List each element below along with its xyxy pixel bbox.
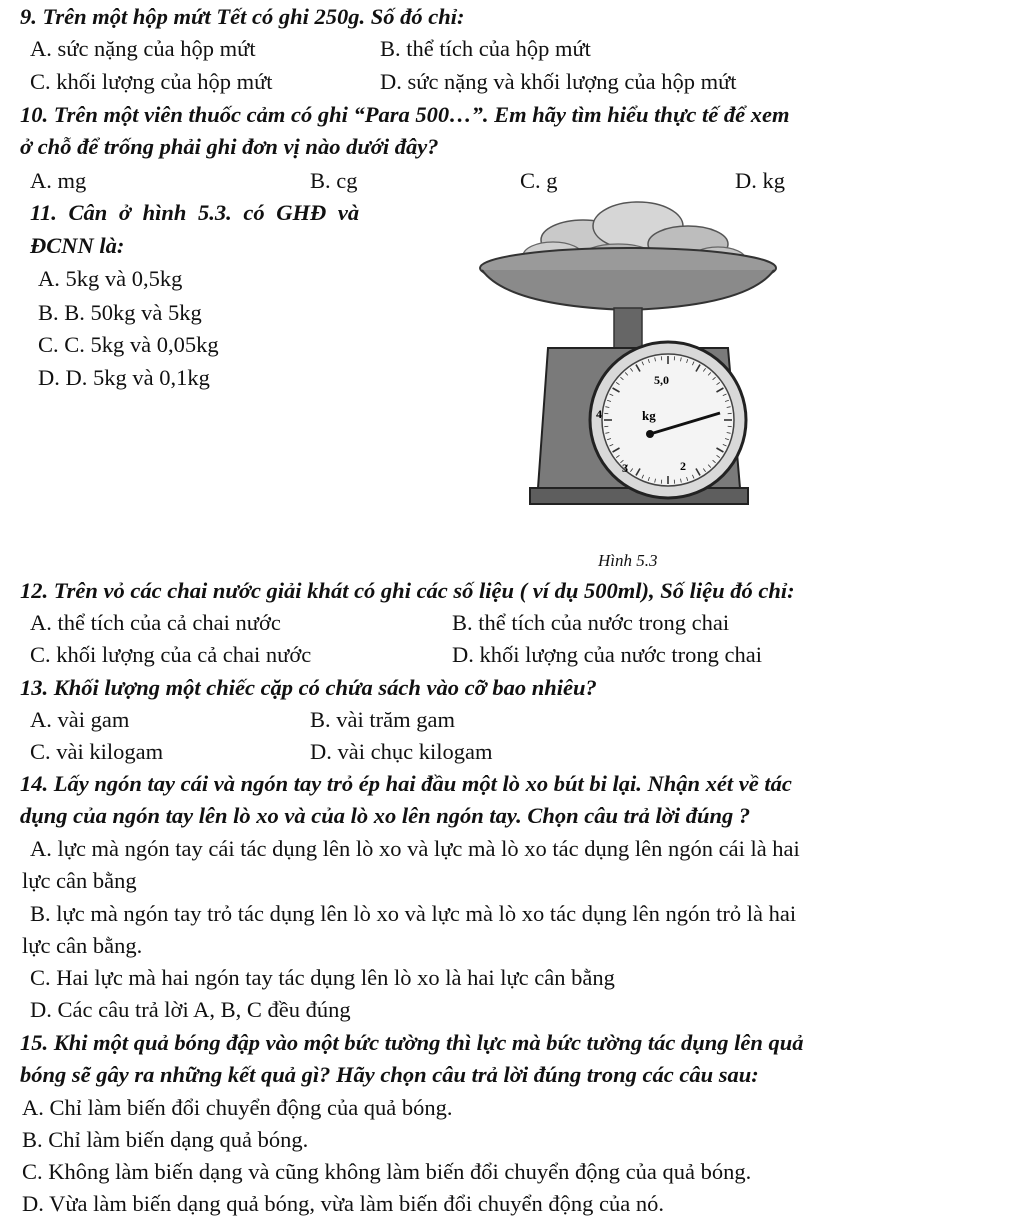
q14-option-a-line-2: lực cân bằng bbox=[22, 868, 137, 893]
question-14-line-1: 14. Lấy ngón tay cái và ngón tay trỏ ép hai đầu một lò xo bút bi lại. Nhận xét về tác bbox=[20, 771, 792, 796]
dial-label-4: 4 bbox=[596, 407, 602, 421]
q9-option-c: C. khối lượng của hộp mứt bbox=[30, 69, 273, 94]
q13-option-d: D. vài chục kilogam bbox=[310, 739, 493, 764]
question-10-line-2: ở chỗ để trống phải ghi đơn vị nào dưới đây? bbox=[20, 134, 439, 159]
figure-caption: Hình 5.3 bbox=[598, 551, 658, 570]
q9-option-a: A. sức nặng của hộp mứt bbox=[30, 36, 256, 61]
q15-option-b: B. Chỉ làm biến dạng quả bóng. bbox=[22, 1127, 309, 1152]
q15-option-a: A. Chỉ làm biến đổi chuyển động của quả bóng. bbox=[22, 1095, 453, 1120]
question-14-line-2: dụng của ngón tay lên lò xo và của lò xo lên ngón tay. Chọn câu trả lời đúng ? bbox=[20, 803, 751, 828]
dial-unit-label: kg bbox=[642, 408, 656, 423]
q11-option-b: B. B. 50kg và 5kg bbox=[38, 300, 202, 325]
q10-option-d: D. kg bbox=[735, 168, 785, 193]
q15-option-d: D. Vừa làm biến dạng quả bóng, vừa làm biến đổi chuyển động của nó. bbox=[22, 1191, 664, 1216]
question-9: 9. Trên một hộp mứt Tết có ghi 250g. Số đó chỉ: bbox=[20, 4, 465, 29]
q9-option-b: B. thể tích của hộp mứt bbox=[380, 36, 591, 61]
question-10-line-1: 10. Trên một viên thuốc cảm có ghi “Para 500…”. Em hãy tìm hiểu thực tế để xem bbox=[20, 102, 790, 127]
q14-option-b-line-1: B. lực mà ngón tay trỏ tác dụng lên lò xo và lực mà lò xo tác dụng lên ngón trỏ là hai bbox=[30, 901, 797, 926]
q13-option-b: B. vài trăm gam bbox=[310, 707, 455, 732]
question-11-line-1: 11. Cân ở hình 5.3. có GHĐ và bbox=[30, 200, 360, 225]
q12-option-b: B. thể tích của nước trong chai bbox=[452, 610, 730, 635]
needle-pivot bbox=[646, 430, 654, 438]
q11-option-a: A. 5kg và 0,5kg bbox=[38, 266, 183, 291]
dial-label-3: 3 bbox=[622, 461, 628, 475]
q12-option-a: A. thể tích của cả chai nước bbox=[30, 610, 281, 635]
q15-option-c: C. Không làm biến dạng và cũng không làm biến đổi chuyển động của quả bóng. bbox=[22, 1159, 752, 1184]
q14-option-c: C. Hai lực mà hai ngón tay tác dụng lên lò xo là hai lực cân bằng bbox=[30, 965, 615, 990]
q11-option-d: D. D. 5kg và 0,1kg bbox=[38, 365, 210, 390]
dial-label-2: 2 bbox=[680, 459, 686, 473]
q14-option-d: D. Các câu trả lời A, B, C đều đúng bbox=[30, 997, 351, 1022]
q10-option-b: B. cg bbox=[310, 168, 358, 193]
question-15-line-2: bóng sẽ gây ra những kết quả gì? Hãy chọn câu trả lời đúng trong các câu sau: bbox=[20, 1062, 759, 1087]
q10-option-c: C. g bbox=[520, 168, 558, 193]
question-11-line-2: ĐCNN là: bbox=[30, 233, 125, 258]
q11-option-c: C. C. 5kg và 0,05kg bbox=[38, 332, 219, 357]
dial-label-max: 5,0 bbox=[654, 373, 669, 387]
q12-option-c: C. khối lượng của cả chai nước bbox=[30, 642, 312, 667]
q13-option-a: A. vài gam bbox=[30, 707, 130, 732]
scale-pan bbox=[480, 248, 776, 348]
q9-option-d: D. sức nặng và khối lượng của hộp mứt bbox=[380, 69, 737, 94]
q10-option-a: A. mg bbox=[30, 168, 87, 193]
q12-option-d: D. khối lượng của nước trong chai bbox=[452, 642, 762, 667]
q13-option-c: C. vài kilogam bbox=[30, 739, 164, 764]
q14-option-a-line-1: A. lực mà ngón tay cái tác dụng lên lò xo và lực mà lò xo tác dụng lên ngón cái là hai bbox=[30, 836, 800, 861]
question-12: 12. Trên vỏ các chai nước giải khát có ghi các số liệu ( ví dụ 500ml), Số liệu đó chỉ: bbox=[20, 578, 795, 603]
question-15-line-1: 15. Khi một quả bóng đập vào một bức tường thì lực mà bức tường tác dụng lên quả bbox=[20, 1030, 804, 1055]
question-13: 13. Khối lượng một chiếc cặp có chứa sách vào cỡ bao nhiêu? bbox=[20, 675, 597, 700]
scale-dial bbox=[590, 342, 746, 498]
q14-option-b-line-2: lực cân bằng. bbox=[22, 933, 143, 958]
scale-figure bbox=[478, 188, 778, 538]
